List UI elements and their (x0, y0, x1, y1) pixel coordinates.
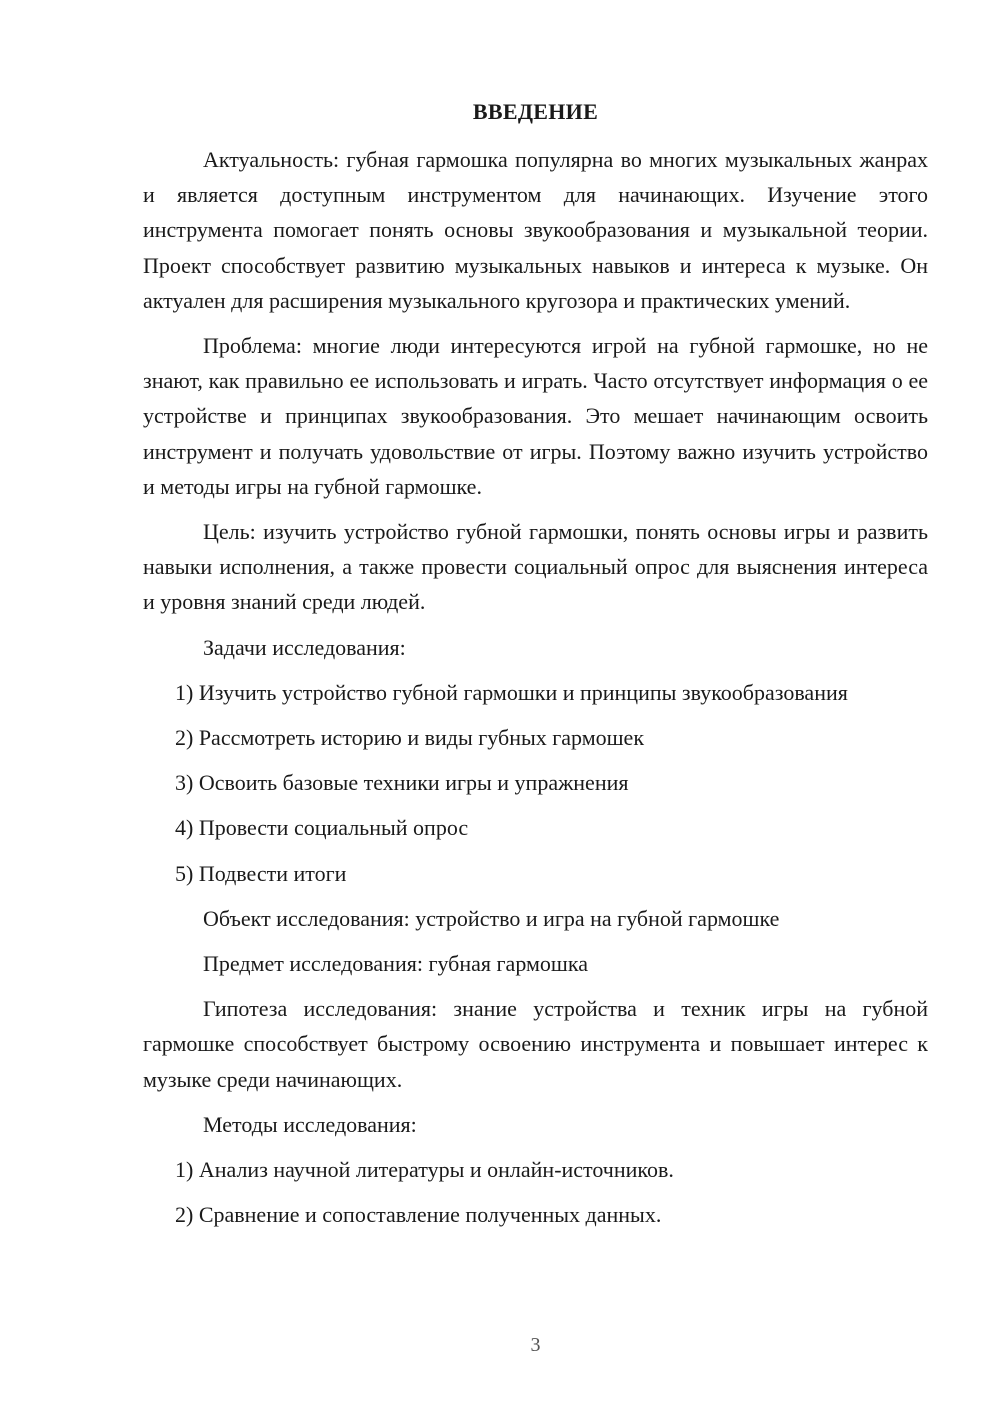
document-page (143, 0, 928, 1414)
page-number: 3 (530, 1334, 541, 1356)
relevance-paragraph: Актуальность: губная гармошка популярна во многих музыкальных жанрах и является доступным инструментом для начинающих. Изучение этого инструмента помогает понять основы звукообразования и музыкальной теории. Проект способствует развитию музыкальных навыков и интереса к музыке. Он актуален для расширения музыкального кругозора и практических умений. (143, 147, 928, 313)
task-item: 1) Изучить устройство губной гармошки и принципы звукообразования (175, 679, 848, 705)
problem-paragraph: Проблема: многие люди интересуются игрой на губной гармошке, но не знают, как правильно ее использовать и играть. Часто отсутствует информация о ее устройстве и принципах звукообразования. Это мешает начинающим освоить инструмент и получать удовольствие от игры. Поэтому важно изучить устройство и методы игры на губной гармошке. (143, 333, 928, 499)
hypothesis-paragraph: Гипотеза исследования: знание устройства и техник игры на губной гармошке способствует быстрому освоению инструмента и повышает интерес к музыке среди начинающих. (143, 996, 928, 1092)
tasks-heading: Задачи исследования: (203, 634, 406, 660)
object-line: Объект исследования: устройство и игра на губной гармошке (203, 905, 780, 931)
method-item: 2) Сравнение и сопоставление полученных данных. (175, 1202, 662, 1228)
document-body (143, 142, 928, 1242)
methods-heading: Методы исследования: (203, 1111, 417, 1137)
section-heading: ВВЕДЕНИЕ (472, 99, 599, 124)
task-item: 5) Подвести итоги (175, 860, 347, 886)
subject-line: Предмет исследования: губная гармошка (203, 951, 588, 977)
task-item: 3) Освоить базовые техники игры и упражнения (175, 770, 629, 796)
task-item: 4) Провести социальный опрос (175, 815, 469, 841)
method-item: 1) Анализ научной литературы и онлайн-источников. (175, 1157, 674, 1183)
goal-paragraph: Цель: изучить устройство губной гармошки, понять основы игры и развить навыки исполнения, а также провести социальный опрос для выяснения интереса и уровня знаний среди людей. (143, 519, 928, 615)
task-item: 2) Рассмотреть историю и виды губных гармошек (175, 725, 645, 751)
